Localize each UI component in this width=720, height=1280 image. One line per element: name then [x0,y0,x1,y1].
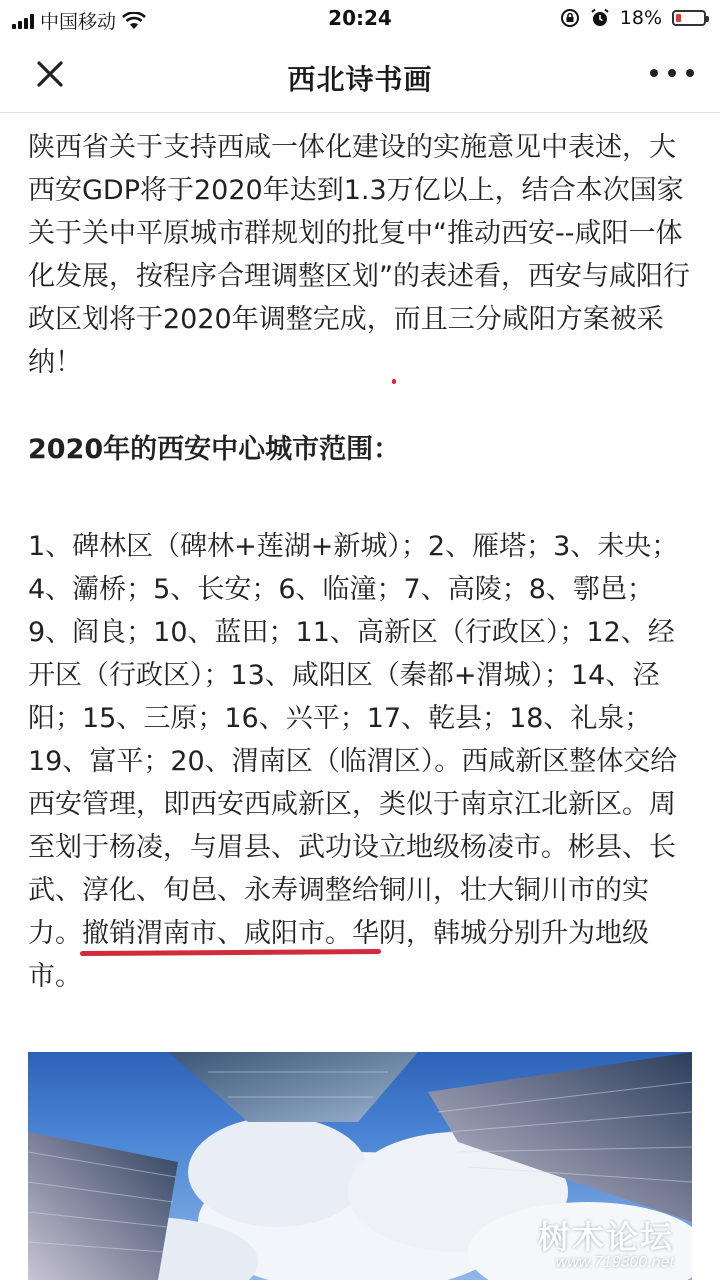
status-time: 20:24 [328,6,392,30]
status-bar [0,0,720,38]
battery-fill [676,14,681,22]
intro-highlight: 而且三分咸阳方案被采纳！ [28,304,664,378]
carrier-label: 中国移动 [40,11,117,33]
more-dot [668,69,676,77]
intro-paragraph [28,126,692,384]
status-right [560,7,706,29]
list-highlight: 撤销渭南市、咸阳市。华 [82,918,379,949]
battery-icon [672,10,706,26]
list-text: 1、碑林区（碑林+莲湖+新城）；2、雁塔；3、未央；4、灞桥；5、长安；6、临潼；7、高陵；8、鄠邑；9、阎良；10、蓝田；11、高新区（行政区）；12、经开区（行政区）；13、咸阳区（秦都+渭城）；14、泾阳；15、三原；16、兴平；17、乾县；18、礼泉；19、富平；20、渭南区（临渭区）。西咸新区整体交给西安管理，即西安西咸新区，类似于南京江北新区。周至划于杨凌，与眉县、武功设立地级杨凌市。彬县、长武、淳化、旬邑、永寿调整给铜川，壮大铜川市的实力。 [28,531,679,949]
skyscraper-photo [28,1052,692,1280]
more-dot [650,69,658,77]
nav-bar [0,38,720,113]
more-icon[interactable] [650,58,694,88]
watermark [538,1212,674,1272]
intro-text: 陕西省关于支持西咸一体化建设的实施意见中表述，大西安GDP将于2020年达到1.3万亿以上，结合本次国家关于关中平原城市群规划的批复中“推动西安--咸阳一体化发展，按程序合理调整区划”的表述看，西安与咸阳行政区划将于2020年调整完成， [28,132,690,335]
watermark-url: www.719300.net [555,1254,674,1271]
more-dot [686,69,694,77]
battery-percent: 18% [619,7,662,29]
rotation-lock-icon [560,8,580,28]
page-title: 西北诗书画 [287,63,433,96]
section-title: 2020年的西安中心城市范围： [28,434,401,465]
district-list-paragraph [28,525,692,998]
watermark-title: 树木论坛 [537,1219,674,1255]
article-body [28,112,692,998]
alarm-icon [590,8,610,28]
list-text-end: 阴，韩城分别升为地级市。 [28,918,649,992]
